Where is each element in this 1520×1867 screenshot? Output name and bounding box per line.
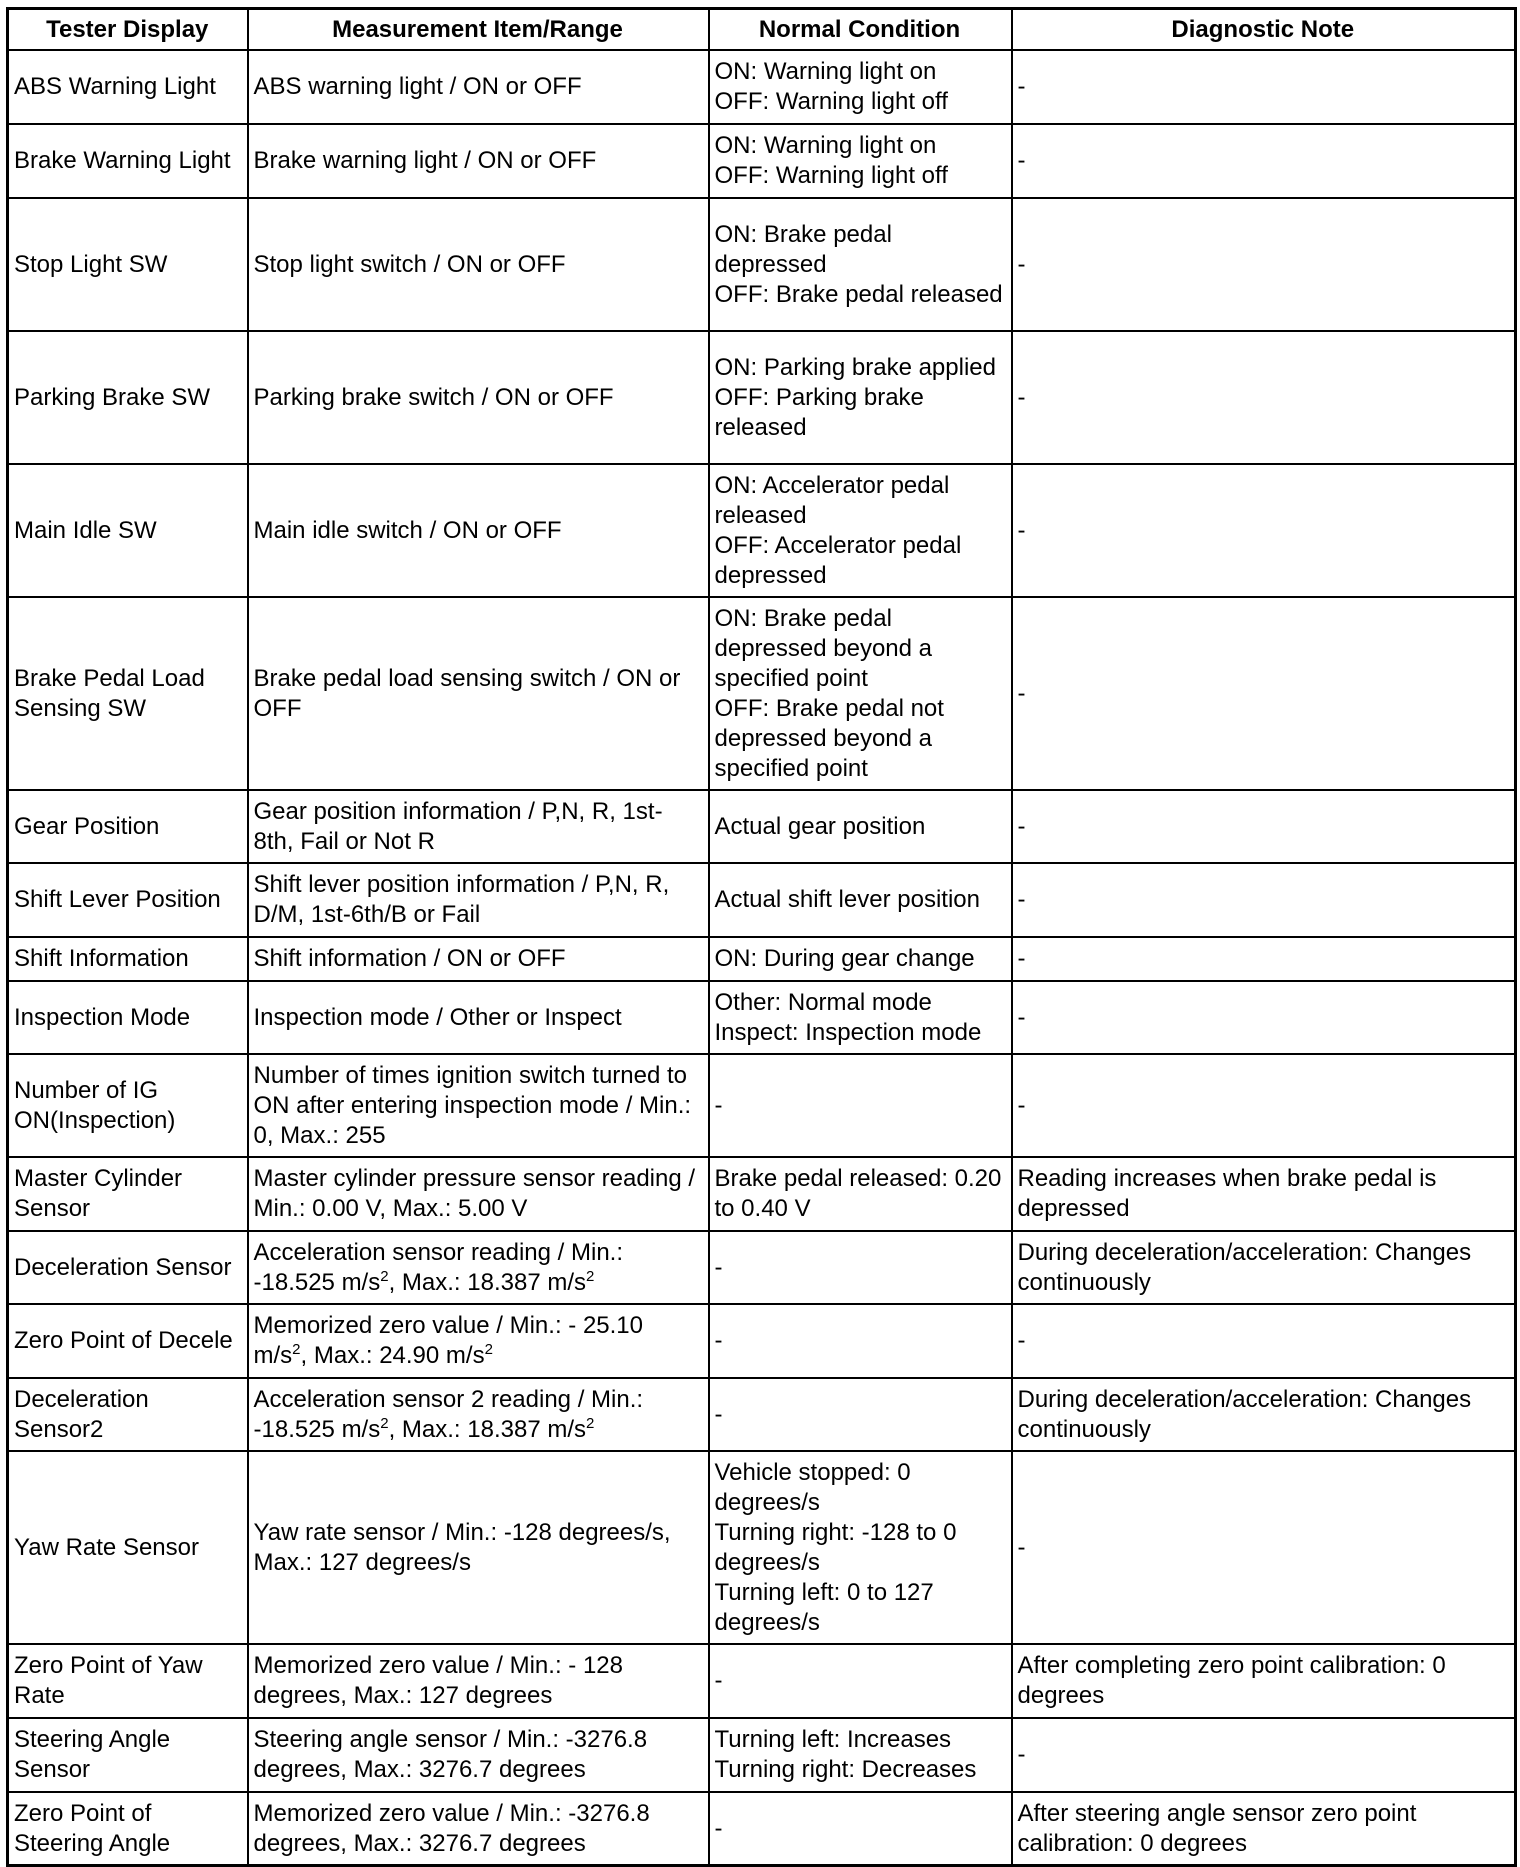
normal-condition-cell: ON: Warning light on OFF: Warning light off [709,124,1012,198]
measurement-item-cell: Memorized zero value / Min.: - 25.10 $m/s^2$, Max.: 24.90 $m/s^2$ [248,1304,709,1378]
measurement-item-cell: Shift information / ON or OFF [248,937,709,981]
diagnostic-note-cell: - [1012,1304,1516,1378]
normal-condition-cell: - [709,1231,1012,1304]
tester-display-cell: Yaw Rate Sensor [8,1451,248,1644]
normal-condition-cell: ON: Brake pedal depressed beyond a specified point OFF: Brake pedal not depressed beyond a specified point [709,597,1012,790]
measurement-item-cell: Inspection mode / Other or Inspect [248,981,709,1054]
diagnostic-note-cell: - [1012,331,1516,464]
diagnostic-note-cell: - [1012,50,1516,124]
header-normal-condition: Normal Condition [709,9,1012,51]
superscript-two: 2 [380,1267,389,1285]
table-row [8,50,1516,124]
diagnostic-note-cell: - [1012,124,1516,198]
superscript-two: 2 [380,1414,389,1432]
data-list-table [6,7,1517,1867]
measurement-item-cell: Stop light switch / ON or OFF [248,198,709,331]
table-row [8,1231,1516,1304]
table-row [8,790,1516,863]
header-tester-display: Tester Display [8,9,248,51]
superscript-two: 2 [292,1341,301,1358]
measurement-item-cell: Master cylinder pressure sensor reading / Min.: 0.00 V, Max.: 5.00 V [248,1157,709,1231]
normal-condition-cell: ON: Warning light on OFF: Warning light off [709,50,1012,124]
tester-display-cell: Steering Angle Sensor [8,1718,248,1792]
normal-condition-cell: Actual gear position [709,790,1012,863]
normal-condition-cell: - [709,1304,1012,1378]
diagnostic-note-cell: - [1012,464,1516,597]
normal-condition-cell: Vehicle stopped: 0 degrees/s Turning right: -128 to 0 degrees/s Turning left: 0 to 127 degrees/s [709,1451,1012,1644]
normal-condition-cell: - [709,1644,1012,1718]
measurement-item-cell: Steering angle sensor / Min.: -3276.8 degrees, Max.: 3276.7 degrees [248,1718,709,1792]
normal-condition-cell: Other: Normal mode Inspect: Inspection mode [709,981,1012,1054]
normal-condition-cell: - [709,1792,1012,1866]
superscript-two: 2 [586,1267,595,1285]
tester-display-cell: Stop Light SW [8,198,248,331]
measurement-item-cell: ABS warning light / ON or OFF [248,50,709,124]
tester-display-cell: Deceleration Sensor [8,1231,248,1304]
table-row [8,198,1516,331]
header-measurement-item: Measurement Item/Range [248,9,709,51]
diagnostic-note-cell: During deceleration/acceleration: Changes continuously [1012,1231,1516,1304]
table-row [8,597,1516,790]
diagnostic-note-cell: - [1012,1718,1516,1792]
tester-display-cell: ABS Warning Light [8,50,248,124]
tester-display-cell: Zero Point of Yaw Rate [8,1644,248,1718]
table-row [8,464,1516,597]
measurement-item-cell: Number of times ignition switch turned to ON after entering inspection mode / Min.: 0, Max.: 255 [248,1054,709,1157]
diagnostic-note-cell: - [1012,1451,1516,1644]
tester-display-cell: Zero Point of Steering Angle [8,1792,248,1866]
normal-condition-cell: Turning left: Increases Turning right: Decreases [709,1718,1012,1792]
normal-condition-cell: - [709,1378,1012,1451]
table-row [8,937,1516,981]
measurement-item-cell: Memorized zero value / Min.: - 128 degrees, Max.: 127 degrees [248,1644,709,1718]
normal-condition-cell: Brake pedal released: 0.20 to 0.40 V [709,1157,1012,1231]
table-row [8,981,1516,1054]
normal-condition-cell: ON: During gear change [709,937,1012,981]
tester-display-cell: Gear Position [8,790,248,863]
measurement-item-cell: Main idle switch / ON or OFF [248,464,709,597]
table-row [8,1054,1516,1157]
normal-condition-cell: Actual shift lever position [709,863,1012,937]
diagnostic-note-cell: - [1012,790,1516,863]
measurement-item-cell: Acceleration sensor 2 reading / Min.: -18.525 $m/s^2$, Max.: 18.387 $m/s^2$ [248,1378,709,1451]
table-row [8,1644,1516,1718]
diagnostic-note-cell: After steering angle sensor zero point calibration: 0 degrees [1012,1792,1516,1866]
tester-display-cell: Deceleration Sensor2 [8,1378,248,1451]
table-row [8,1157,1516,1231]
measurement-item-cell: Brake pedal load sensing switch / ON or OFF [248,597,709,790]
measurement-item-cell: Memorized zero value / Min.: -3276.8 degrees, Max.: 3276.7 degrees [248,1792,709,1866]
table-row [8,1792,1516,1866]
measurement-item-cell: Shift lever position information / P,N, R, D/M, 1st-6th/B or Fail [248,863,709,937]
superscript-two: 2 [586,1414,595,1432]
diagnostic-note-cell: - [1012,937,1516,981]
diagnostic-note-cell: - [1012,863,1516,937]
normal-condition-cell: ON: Accelerator pedal released OFF: Accelerator pedal depressed [709,464,1012,597]
diagnostic-note-cell: - [1012,981,1516,1054]
table-header [8,9,1516,51]
measurement-item-cell: Brake warning light / ON or OFF [248,124,709,198]
normal-condition-cell: - [709,1054,1012,1157]
measurement-item-cell: Parking brake switch / ON or OFF [248,331,709,464]
table-row [8,1718,1516,1792]
tester-display-cell: Master Cylinder Sensor [8,1157,248,1231]
diagnostic-note-cell: During deceleration/acceleration: Changes continuously [1012,1378,1516,1451]
table-body [8,50,1516,1866]
tester-display-cell: Main Idle SW [8,464,248,597]
table-row [8,1304,1516,1378]
header-row [8,9,1516,51]
diagnostic-note-cell: - [1012,198,1516,331]
data-list-sheet [6,7,1517,1867]
table-row [8,331,1516,464]
superscript-two: 2 [484,1341,493,1358]
tester-display-cell: Shift Information [8,937,248,981]
normal-condition-cell: ON: Parking brake applied OFF: Parking brake released [709,331,1012,464]
table-row [8,124,1516,198]
measurement-item-cell: Gear position information / P,N, R, 1st-8th, Fail or Not R [248,790,709,863]
table-row [8,1378,1516,1451]
tester-display-cell: Shift Lever Position [8,863,248,937]
diagnostic-note-cell: - [1012,597,1516,790]
tester-display-cell: Brake Warning Light [8,124,248,198]
table-row [8,863,1516,937]
measurement-item-cell: Acceleration sensor reading / Min.: -18.525 $m/s^2$, Max.: 18.387 $m/s^2$ [248,1231,709,1304]
tester-display-cell: Brake Pedal Load Sensing SW [8,597,248,790]
table-row [8,1451,1516,1644]
normal-condition-cell: ON: Brake pedal depressed OFF: Brake pedal released [709,198,1012,331]
tester-display-cell: Number of IG ON(Inspection) [8,1054,248,1157]
header-diagnostic-note: Diagnostic Note [1012,9,1516,51]
diagnostic-note-cell: - [1012,1054,1516,1157]
tester-display-cell: Zero Point of Decele [8,1304,248,1378]
diagnostic-note-cell: After completing zero point calibration: 0 degrees [1012,1644,1516,1718]
tester-display-cell: Parking Brake SW [8,331,248,464]
diagnostic-note-cell: Reading increases when brake pedal is depressed [1012,1157,1516,1231]
measurement-item-cell: Yaw rate sensor / Min.: -128 degrees/s, Max.: 127 degrees/s [248,1451,709,1644]
tester-display-cell: Inspection Mode [8,981,248,1054]
